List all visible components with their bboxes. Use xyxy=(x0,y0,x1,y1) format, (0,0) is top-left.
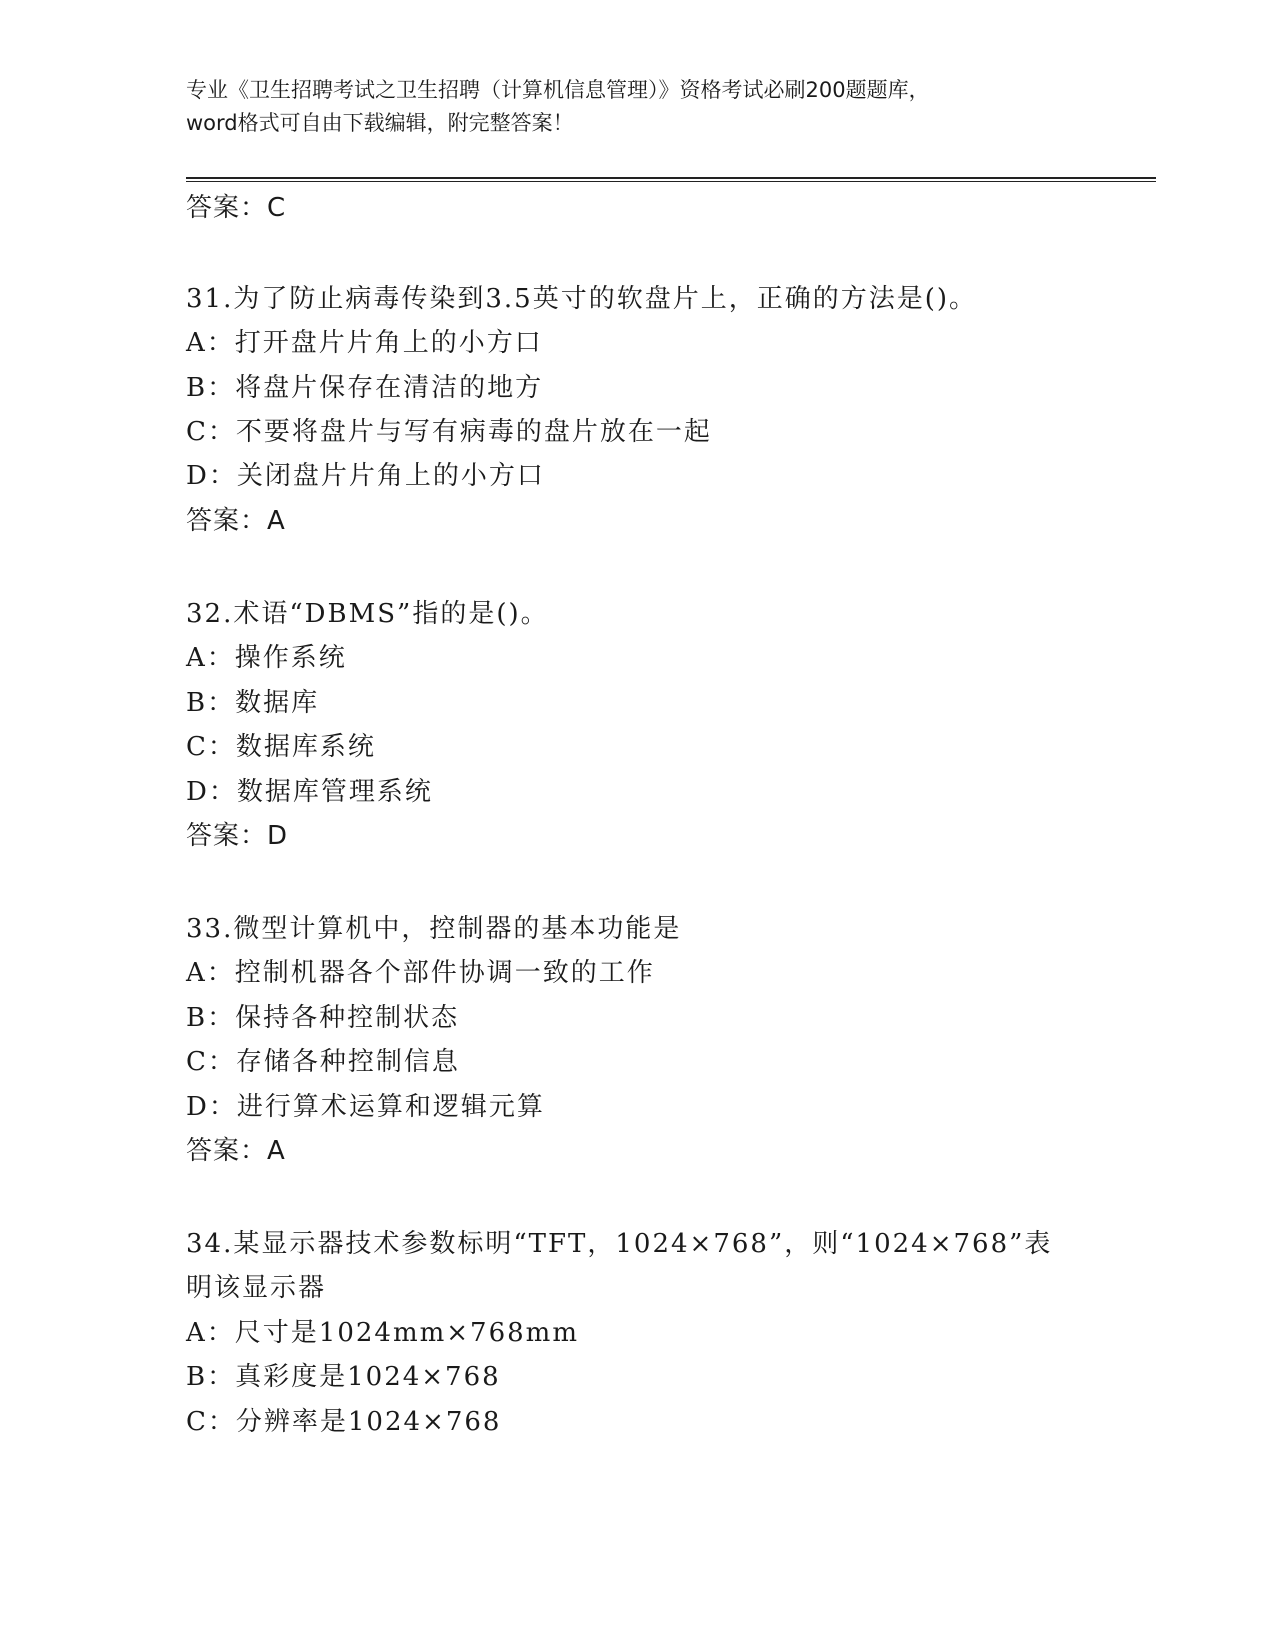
header-divider xyxy=(186,177,1156,182)
question-34-option-a: A：尺寸是1024mm×768mm xyxy=(186,1318,579,1348)
question-31-option-c: C：不要将盘片与写有病毒的盘片放在一起 xyxy=(186,417,712,447)
question-31-option-d: D：关闭盘片片角上的小方口 xyxy=(186,461,545,491)
question-33-option-c: C：存储各种控制信息 xyxy=(186,1047,460,1077)
previous-answer: 答案：C xyxy=(186,193,287,223)
question-32-option-c: C：数据库系统 xyxy=(186,732,376,762)
question-31-stem: 31.为了防止病毒传染到3.5英寸的软盘片上，正确的方法是()。 xyxy=(186,284,977,314)
header-title-line2: word格式可自由下载编辑，附完整答案！ xyxy=(186,111,574,135)
page-header xyxy=(186,74,1086,140)
question-33-stem: 33.微型计算机中，控制器的基本功能是 xyxy=(186,914,682,944)
question-34-stem-line2: 明该显示器 xyxy=(186,1273,327,1303)
question-32-stem: 32.术语“DBMS”指的是()。 xyxy=(186,599,549,629)
header-title-line1: 专业《卫生招聘考试之卫生招聘（计算机信息管理）》资格考试必刷200题题库， xyxy=(186,78,930,102)
question-32-option-b: B：数据库 xyxy=(186,688,320,718)
question-33-answer: 答案：A xyxy=(186,1136,286,1166)
question-31-option-a: A：打开盘片片角上的小方口 xyxy=(186,328,543,358)
question-32-option-d: D：数据库管理系统 xyxy=(186,777,433,807)
question-31-answer: 答案：A xyxy=(186,506,286,536)
question-32-option-a: A：操作系统 xyxy=(186,643,347,673)
question-33-option-d: D：进行算术运算和逻辑元算 xyxy=(186,1092,545,1122)
question-34-option-b: B：真彩度是1024×768 xyxy=(186,1362,501,1392)
question-31-option-b: B：将盘片保存在清洁的地方 xyxy=(186,373,544,403)
question-33-option-b: B：保持各种控制状态 xyxy=(186,1003,460,1033)
question-34-option-c: C：分辨率是1024×768 xyxy=(186,1407,502,1437)
question-34-stem-line1: 34.某显示器技术参数标明“TFT，1024×768”，则“1024×768”表 xyxy=(186,1229,1053,1259)
question-32-answer: 答案：D xyxy=(186,821,289,851)
question-33-option-a: A：控制机器各个部件协调一致的工作 xyxy=(186,958,655,988)
